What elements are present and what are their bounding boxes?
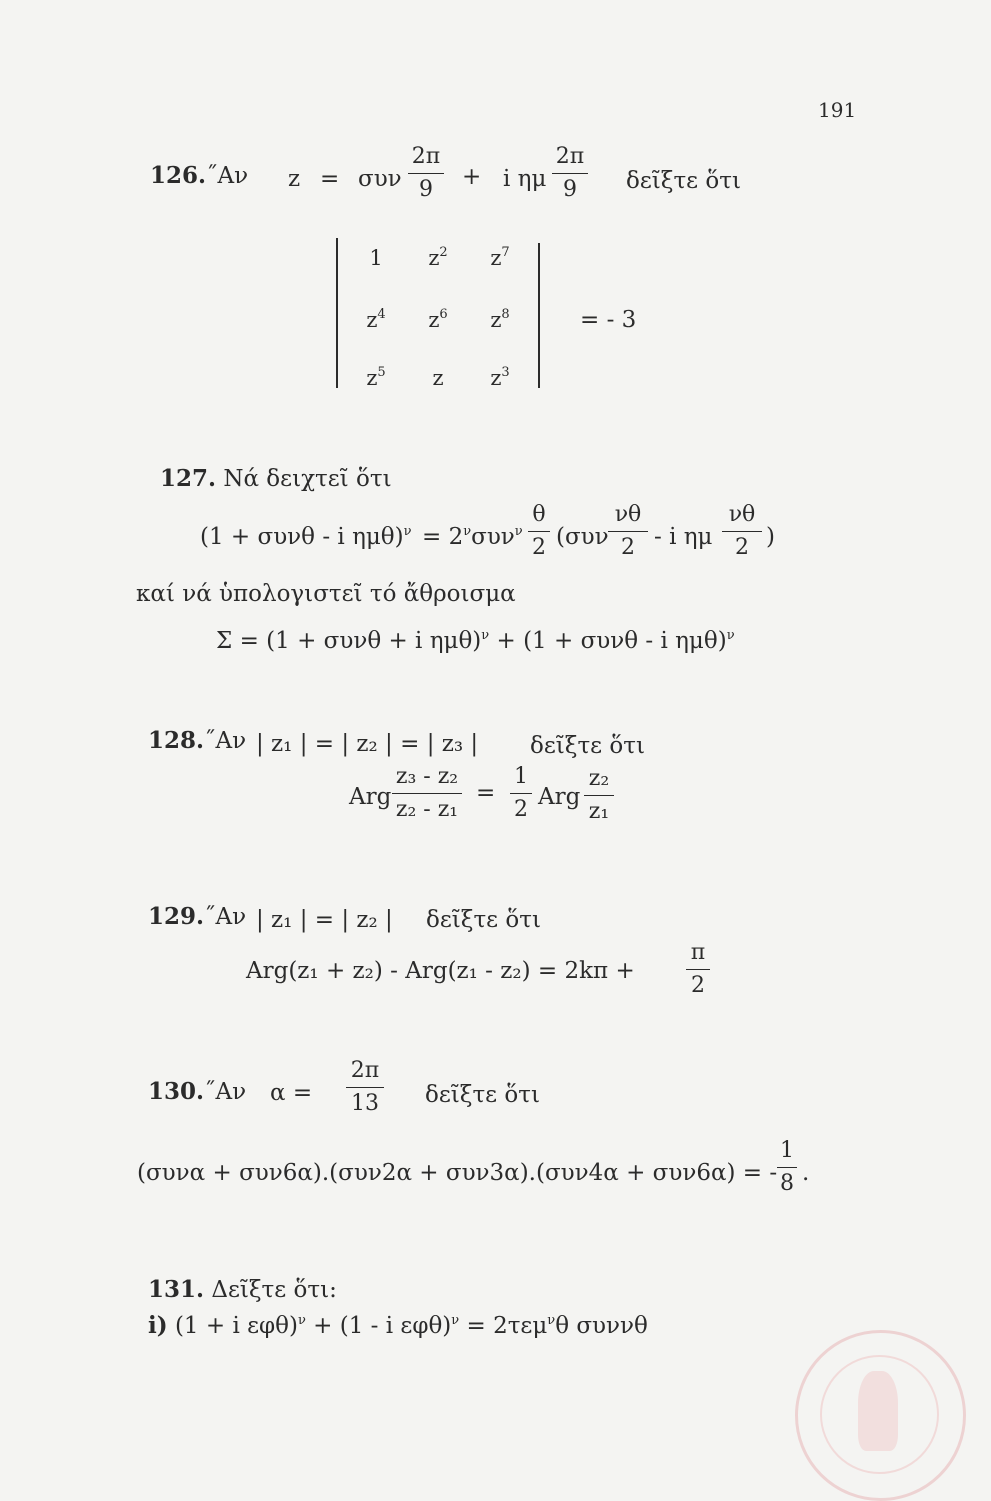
plus: + <box>462 164 482 190</box>
product-expression: (συνα + συν6α).(συν2α + συν3α).(συν4α + συν6α) = - <box>137 1160 778 1186</box>
problem-lead: Αν <box>215 904 247 930</box>
fraction-z2-z1: z₂ z₁ <box>584 766 614 825</box>
sum-expression: Σ = (1 + συνθ + i ημθ)$^\nu$ + (1 + συνθ - i ημθ)$^\nu$ <box>216 628 735 654</box>
determinant-result: = - 3 <box>580 307 637 333</box>
identity-eq: = $2^\nu\sigma\upsilon\nu^\nu$ <box>422 524 523 550</box>
det-cell: $z^8$ <box>490 307 510 332</box>
close-paren: ) <box>766 524 775 550</box>
det-cell: $z^5$ <box>366 365 386 390</box>
fraction-z3z2-z2z1: z₃ - z₂ z₂ - z₁ <box>392 764 462 823</box>
problem-130-heading: 130.˝Αν <box>148 1078 247 1105</box>
and-compute-text: καί νά ὑπολογιστεῖ τό ἄθροισμα <box>136 581 516 607</box>
minus-i-sin: - i ημ <box>654 524 713 550</box>
show-text: δεῖξτε ὅτι <box>530 733 645 759</box>
show-text: δεῖξτε ὅτι <box>626 168 741 194</box>
alpha-eq: α = <box>270 1080 313 1106</box>
fraction-theta-2: θ 2 <box>528 502 550 561</box>
equals: = <box>476 780 496 806</box>
sub-item-i: i) (1 + i εφθ)$^\nu$ + (1 - i εφθ)$^\nu$ = 2τεμ$^\nu$θ συννθ <box>148 1312 648 1339</box>
fraction-ntheta-2: νθ 2 <box>608 502 648 561</box>
fraction-half: 1 2 <box>510 764 532 823</box>
det-cell: 1 <box>369 246 383 270</box>
fraction-2pi-13: 2π 13 <box>346 1058 384 1117</box>
i-sin-label: i ημ <box>503 166 547 192</box>
problem-131-heading <box>148 1276 337 1303</box>
problem-number: 128. <box>148 727 205 754</box>
problem-lead: Δεῖξτε ὅτι: <box>211 1277 337 1303</box>
equals: = <box>320 166 340 192</box>
problem-129-heading: 129.˝Αν <box>148 903 247 930</box>
page-number: 191 <box>818 98 857 122</box>
arg-label: Arg <box>349 784 392 810</box>
condition-128: | z₁ | = | z₂ | = | z₃ | <box>256 731 479 757</box>
show-text: δεῖξτε ὅτι <box>426 907 541 933</box>
problem-127-heading <box>160 465 392 492</box>
det-cell: $z^4$ <box>366 307 386 332</box>
problem-lead: Αν <box>215 1079 247 1105</box>
det-cell: $z^2$ <box>428 245 448 270</box>
fraction-2pi-9: 2π 9 <box>408 144 444 203</box>
problem-number: 129. <box>148 903 205 930</box>
fraction-2pi-9b: 2π 9 <box>552 144 588 203</box>
fraction-ntheta-2b: νθ 2 <box>722 502 762 561</box>
problem-lead: Νά δειχτεῖ ὅτι <box>223 466 392 492</box>
arg-label-2: Arg <box>538 784 581 810</box>
arg-expression: Arg(z₁ + z₂) - Arg(z₁ - z₂) = 2kπ + <box>246 958 635 984</box>
problem-126-heading: 126.˝Αν <box>150 162 249 189</box>
problem-number: 130. <box>148 1078 205 1105</box>
library-stamp <box>795 1330 966 1501</box>
problem-number: 126. <box>150 162 207 189</box>
det-cell: $z^6$ <box>428 307 448 332</box>
determinant-right-bar <box>538 243 540 388</box>
identity-lhs: (1 + συνθ - i ημθ)$^\nu$ <box>200 524 412 550</box>
var-z: z <box>288 166 301 192</box>
period: . <box>802 1160 810 1186</box>
det-cell: $z^7$ <box>490 245 510 270</box>
determinant-left-bar <box>336 238 338 388</box>
fraction-one-eighth: 1 8 <box>777 1138 797 1197</box>
open-cos: (συν <box>556 524 609 550</box>
condition-129: | z₁ | = | z₂ | <box>256 907 393 933</box>
fraction-pi-2: π 2 <box>686 940 710 999</box>
problem-lead: Αν <box>215 728 247 754</box>
det-cell: z <box>432 366 444 390</box>
cos-label: συν <box>358 166 402 192</box>
show-text: δεῖξτε ὅτι <box>425 1082 540 1108</box>
problem-number: 131. <box>148 1276 205 1303</box>
problem-128-heading: 128.˝Αν <box>148 727 247 754</box>
det-cell: $z^3$ <box>490 365 510 390</box>
problem-number: 127. <box>160 465 217 492</box>
problem-lead: Αν <box>217 163 249 189</box>
